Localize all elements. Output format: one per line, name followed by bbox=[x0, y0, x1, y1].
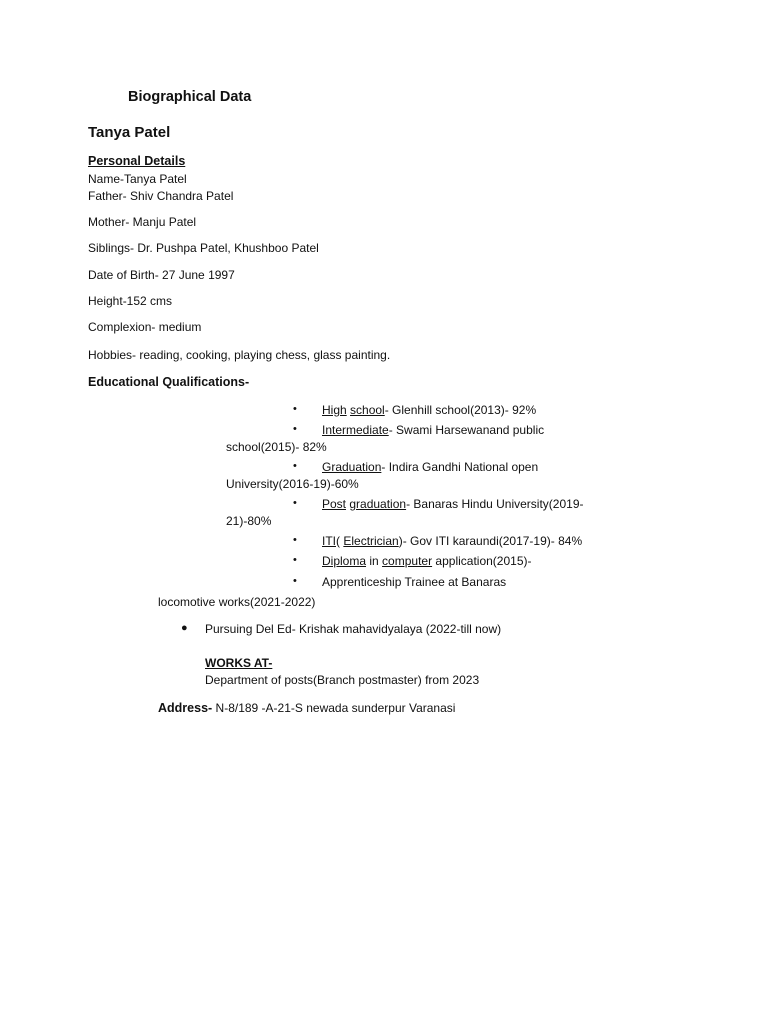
personal-mother: Mother- Manju Patel bbox=[88, 215, 197, 229]
edu-post-graduation bbox=[322, 497, 584, 511]
personal-details-heading: Personal Details bbox=[88, 154, 186, 168]
edu-iti-paren: ( bbox=[336, 534, 340, 548]
bullet-icon: • bbox=[293, 423, 297, 435]
education-heading: Educational Qualifications- bbox=[88, 375, 250, 389]
bullet-icon: • bbox=[293, 497, 297, 509]
bullet-icon: • bbox=[293, 534, 297, 546]
edu-high-label: High bbox=[322, 403, 347, 417]
edu-diploma-detail: application(2015)- bbox=[435, 554, 532, 568]
address-line bbox=[158, 701, 455, 716]
edu-intermediate bbox=[322, 423, 544, 437]
edu-post-graduation-detail: - Banaras Hindu University(2019- bbox=[406, 497, 584, 511]
address-value: N-8/189 -A-21-S newada sunderpur Varanasi bbox=[215, 701, 456, 715]
edu-diploma-label: Diploma bbox=[322, 554, 367, 568]
edu-high-school-detail: - Glenhill school(2013)- 92% bbox=[384, 403, 537, 417]
personal-name: Name-Tanya Patel bbox=[88, 172, 187, 186]
personal-height: Height-152 cms bbox=[88, 294, 173, 308]
edu-post-graduation-continued: 21)-80% bbox=[226, 514, 272, 528]
edu-pursuing: Pursuing Del Ed- Krishak mahavidyalaya (2022-till now) bbox=[205, 622, 502, 636]
edu-iti-label: ITI bbox=[322, 534, 336, 548]
edu-graduation-continued: University(2016-19)-60% bbox=[226, 477, 359, 491]
edu-iti bbox=[322, 534, 582, 548]
works-at-heading: WORKS AT- bbox=[205, 656, 273, 670]
document-title: Biographical Data bbox=[128, 89, 252, 105]
edu-apprenticeship: Apprenticeship Trainee at Banaras bbox=[322, 575, 507, 589]
edu-school-label: school bbox=[350, 403, 385, 417]
bullet-icon: • bbox=[293, 575, 297, 587]
works-at-text: Department of posts(Branch postmaster) from 2023 bbox=[205, 673, 480, 687]
edu-intermediate-detail: - Swami Harsewanand public bbox=[388, 423, 545, 437]
edu-intermediate-continued: school(2015)- 82% bbox=[226, 440, 327, 454]
edu-iti-detail: )- Gov ITI karaundi(2017-19)- 84% bbox=[398, 534, 583, 548]
edu-graduation-detail: - Indira Gandhi National open bbox=[381, 460, 539, 474]
edu-electrician-label: Electrician bbox=[343, 534, 399, 548]
personal-siblings: Siblings- Dr. Pushpa Patel, Khushboo Patel bbox=[88, 241, 319, 255]
bullet-icon: • bbox=[293, 554, 297, 566]
personal-father: Father- Shiv Chandra Patel bbox=[88, 189, 234, 203]
address-label: Address- bbox=[158, 701, 213, 715]
edu-graduation-label: Graduation bbox=[322, 460, 382, 474]
edu-intermediate-label: Intermediate bbox=[322, 423, 389, 437]
edu-diploma bbox=[322, 554, 531, 568]
filled-bullet-icon: ● bbox=[181, 622, 188, 634]
edu-computer-label: computer bbox=[382, 554, 433, 568]
edu-apprenticeship-continued: locomotive works(2021-2022) bbox=[158, 595, 316, 609]
edu-post-label: Post bbox=[322, 497, 347, 511]
edu-high-school bbox=[322, 403, 536, 417]
personal-hobbies: Hobbies- reading, cooking, playing chess, glass painting. bbox=[88, 348, 391, 362]
bullet-icon: • bbox=[293, 403, 297, 415]
personal-complexion: Complexion- medium bbox=[88, 320, 202, 334]
personal-dob: Date of Birth- 27 June 1997 bbox=[88, 268, 235, 282]
edu-diploma-in: in bbox=[369, 554, 379, 568]
name-heading: Tanya Patel bbox=[88, 124, 171, 141]
edu-graduation-word: graduation bbox=[349, 497, 407, 511]
edu-graduation bbox=[322, 460, 538, 474]
bullet-icon: • bbox=[293, 460, 297, 472]
